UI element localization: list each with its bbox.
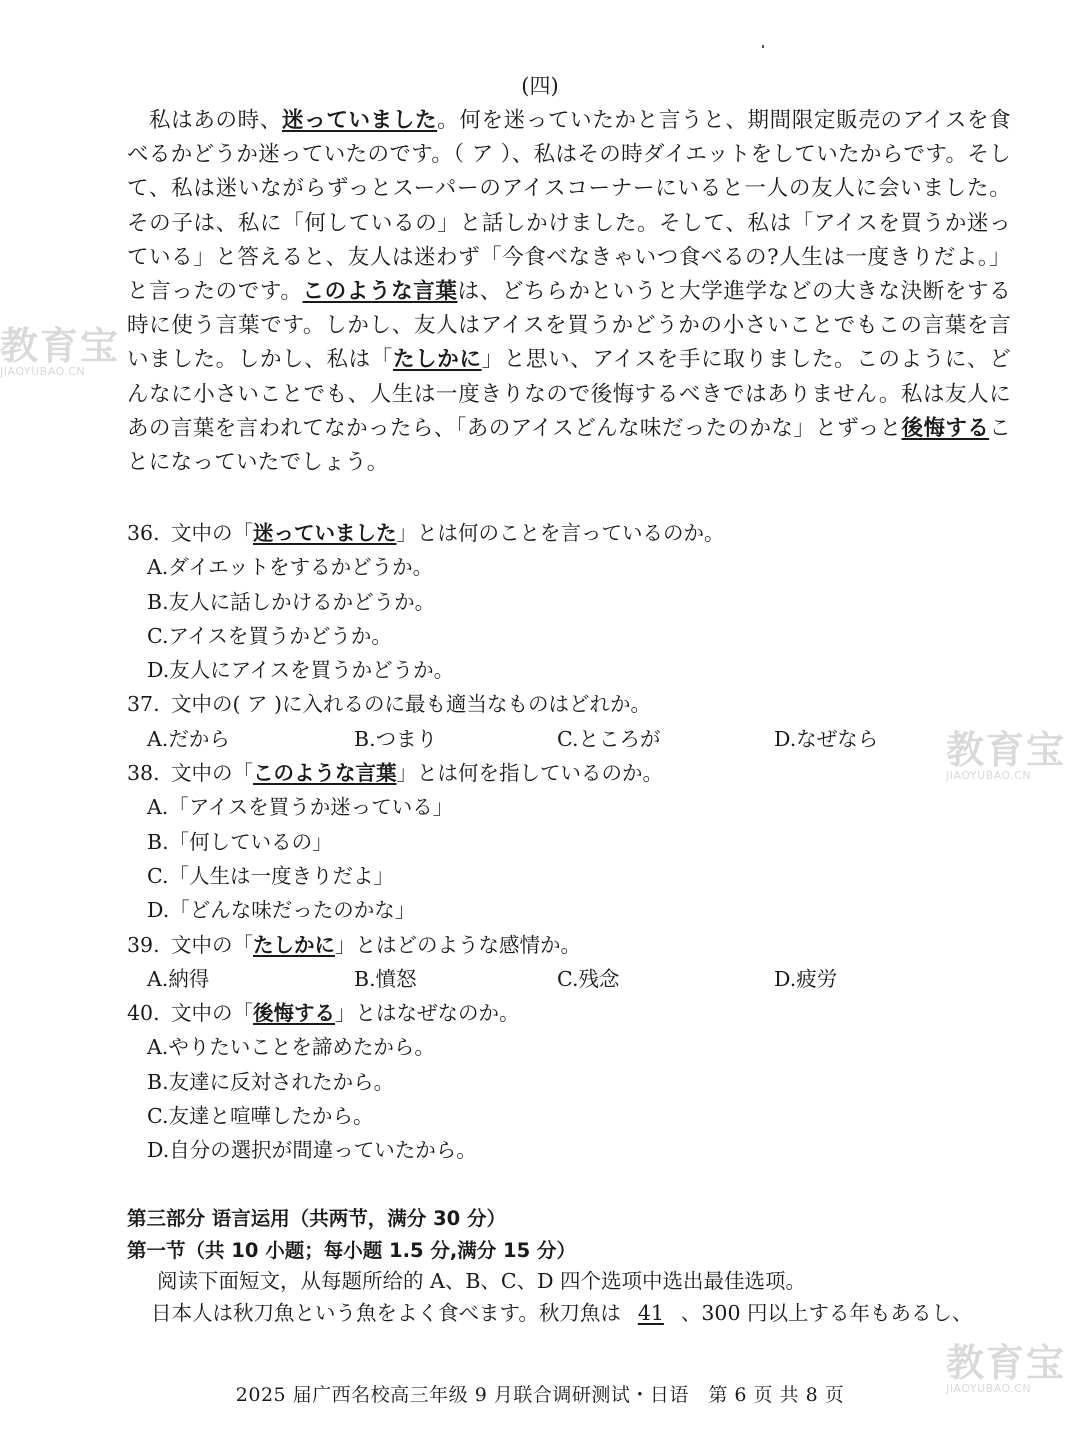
question-text: 」とはどのような感情か。 [335, 932, 581, 957]
question-text: 文中の( ア )に入れるのに最も適当なものはどれか。 [171, 692, 652, 717]
watermark-logo [946, 1343, 1066, 1395]
watermark-logo [0, 326, 120, 378]
option-d: D.友人にアイスを買うかどうか。 [147, 658, 455, 683]
question-text: 文中の「 [171, 521, 253, 545]
option-a: A.ダイエットをするかどうか。 [147, 555, 434, 580]
question-39 [127, 928, 1027, 962]
part-three [127, 1203, 1027, 1329]
watermark-text: 教育宝 [946, 1341, 1067, 1385]
question-target: 後悔する [253, 1001, 335, 1026]
question-target: たしかに [253, 932, 335, 957]
option-b: B.友達に反対されたから。 [147, 1069, 395, 1094]
question-list [127, 516, 1027, 1168]
option-b: B.「何しているの」 [147, 829, 333, 854]
option-b: B.つまり [354, 726, 438, 751]
reading-passage [127, 104, 1011, 480]
watermark-text: 教育宝 [0, 324, 121, 368]
passage-text: 私はあの時、 [149, 108, 282, 133]
question-text: 」とは何を指しているのか。 [396, 761, 663, 786]
option-b: B.友人に話しかけるかどうか。 [147, 589, 436, 614]
question-number: 40. [127, 1001, 160, 1026]
page-footer: 2025 届广西名校高三年级 9 月联合调研测试・日语 第 6 页 共 8 页 [235, 1384, 845, 1406]
part-heading: 第三部分 语言运用（共两节，满分 30 分） [127, 1207, 507, 1230]
option-a: A.やりたいことを諦めたから。 [147, 1035, 435, 1060]
question-38 [127, 756, 1027, 790]
option-a: A.納得 [147, 966, 210, 991]
question-target: このような言葉 [253, 761, 397, 786]
question-text: 文中の「 [171, 761, 253, 786]
question-target: 迷っていました [253, 521, 397, 545]
passage-text: 。何を迷っていたかと言うと、期間限定販売のアイスを食べるかどうか迷っていたのです。（ ア ）、私はその時ダイエットをしていたからです。そして、私は迷いながらずっとスーパーのアイスコーナーにいると一人の友人に会いました。その子は、私に「何しているの」と話しかけました。そして、私は「アイスを買うか迷っている」と答えると、友人は迷わず「今食べなきゃいつ食べるの?人生は一度きりだよ。」と言ったのです。 [127, 108, 1011, 305]
section-heading: 第一节（共 10 小题；每小题 1.5 分,满分 15 分） [127, 1238, 576, 1262]
option-c: C.友達と喧嘩したから。 [147, 1104, 374, 1129]
cloze-text-line [127, 1298, 1027, 1330]
option-a: A.「アイスを買うか迷っている」 [147, 795, 454, 820]
passage-text: 」と思い、アイスを手に取りました。このように、どんなに小さいことでも、人生は一度きりなので後悔するべきではありません。私は友人にあの言葉を言われてなかったら、「あのアイスどんな味だったのかな」とずっと [127, 347, 1011, 441]
question-36 [127, 516, 1027, 550]
watermark-url: JIAOYUBAO.CN [946, 1382, 1032, 1395]
option-c: C.「人生は一度きりだよ」 [147, 863, 394, 888]
question-text: 文中の「 [171, 932, 253, 957]
instruction-text: 阅读下面短文，从每题所给的 A、B、C、D 四个选项中选出最佳选项。 [157, 1269, 807, 1293]
option-d: D.なぜなら [774, 726, 879, 751]
question-number: 38. [127, 761, 160, 786]
passage-text: ことになっていたでしょう。 [127, 415, 1011, 476]
underlined-phrase-2: このような言葉 [302, 279, 458, 305]
option-d: D.疲労 [774, 966, 838, 991]
question-number: 36. [127, 521, 160, 545]
option-c: C.ところが [557, 726, 661, 751]
option-d: D.自分の選択が間違っていたから。 [147, 1138, 477, 1163]
cloze-text: 、300 円以上する年もあるし、 [680, 1300, 973, 1325]
question-text: 文中の「 [171, 1001, 253, 1026]
question-text: 」とは何のことを言っているのか。 [396, 521, 725, 545]
watermark-logo [946, 730, 1066, 782]
option-c: C.残念 [557, 966, 620, 991]
question-37 [127, 687, 1027, 721]
watermark-url: JIAOYUBAO.CN [0, 365, 86, 378]
option-row [127, 722, 1027, 756]
section-title: (四) [521, 74, 559, 98]
option-a: A.だから [147, 726, 230, 751]
cloze-text: 日本人は秋刀魚という魚をよく食べます。秋刀魚は [151, 1300, 621, 1325]
question-text: 」とはなぜなのか。 [335, 1001, 520, 1026]
question-number: 37. [127, 692, 160, 717]
question-40 [127, 996, 1027, 1030]
option-row [127, 962, 1027, 996]
passage-text: は、どちらかというと大学進学などの大きな決断をする時に使う言葉です。しかし、友人はアイスを買うかどうかの小さいことでもこの言葉を言いました。しかし、私は「 [127, 279, 1011, 373]
blank-41: 41 [637, 1300, 664, 1325]
option-b: B.憤怒 [354, 966, 417, 991]
underlined-phrase-3: たしかに [392, 347, 482, 373]
option-d: D.「どんな味だったのかな」 [147, 898, 416, 923]
underlined-phrase-4: 後悔する [901, 415, 990, 441]
watermark-text: 教育宝 [946, 728, 1067, 772]
option-c: C.アイスを買うかどうか。 [147, 623, 392, 648]
scan-mark [762, 45, 764, 48]
underlined-phrase-1: 迷っていました [282, 108, 438, 133]
question-number: 39. [127, 932, 160, 957]
watermark-url: JIAOYUBAO.CN [946, 769, 1032, 782]
